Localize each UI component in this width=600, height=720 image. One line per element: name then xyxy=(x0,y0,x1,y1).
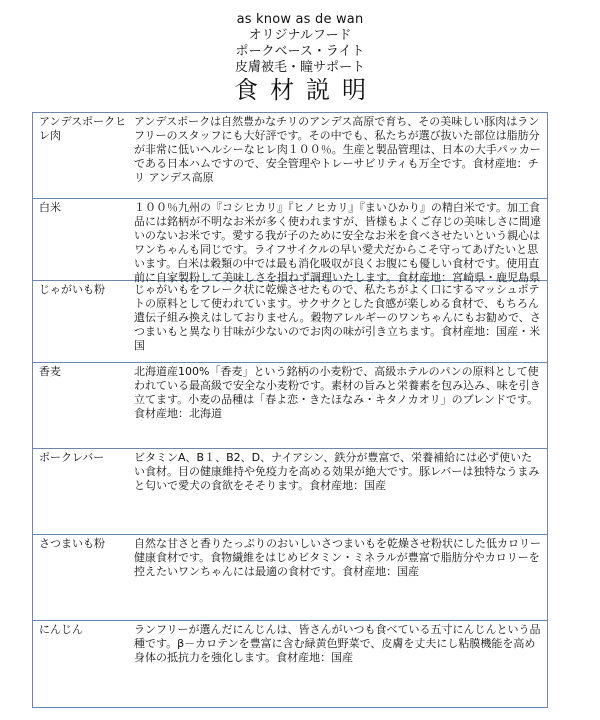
ingredient-row xyxy=(33,535,547,621)
ingredient-row xyxy=(33,199,547,284)
ingredient-row xyxy=(33,281,547,363)
ingredient-row xyxy=(33,621,547,707)
ingredient-description: 北海道産100%「香麦」という銘柄の小麦粉で、高級ホテルのパンの原料として使われている最高級で安全な小麦粉です。素材の旨みと栄養素を包み込み、味を引き立てます。小麦の品種は「春よ恋・きたほなみ・キタノカオリ」のブレンドです。食材産地：北海道 xyxy=(134,365,541,420)
ingredient-name: 香麦 xyxy=(39,365,61,378)
ingredient-name: ポークレバー xyxy=(39,451,105,464)
ingredient-name: アンデスポークヒレ肉 xyxy=(39,115,127,142)
ingredient-description: アンデスポークは自然豊かなチリのアンデス高原で育ち、その美味しい豚肉はランフリーのスタッフにも大好評です。その中でも、私たちが選び抜いた部位は脂肪分が非常に低いヘルシーなヒレ肉１００％。生産と製品管理は、日本の大手パッカーである日本ハムですので、安全管理やトレーサビリティも万全です。食材産地：チリ アンデス高原 xyxy=(134,115,541,184)
ingredient-description: ビタミンA、B１、B2、D、ナイアシン、鉄分が豊富で、栄養補給には必ず使いたい食材。目の健康維持や免疫力を高める効果が絶大です。豚レバーは独特なうまみと匂いで愛犬の食欲をそそります。食材産地：国産 xyxy=(134,451,540,492)
product-line-1: オリジナルフード xyxy=(248,28,352,43)
document-title: 食材説明 xyxy=(234,76,378,104)
ingredient-name: じゃがいも粉 xyxy=(39,283,105,296)
ingredient-row xyxy=(33,363,547,449)
ingredient-description: じゃがいもをフレーク状に乾燥させたもので、私たちがよく口にするマッシュポテトの原料として使われています。サクサクとした食感が楽しめる食材で、もちろん遺伝子組み換えはしておりません。穀物アレルギーのワンちゃんにもお勧めで、さつまいもと異なり甘味が少ないのでお肉の味が引き立ちます。食材産地：国産・米国 xyxy=(134,283,541,352)
product-line-2: ポークベース・ライト xyxy=(235,44,365,59)
ingredient-description: 自然な甘さと香りたっぷりのおいしいさつまいもを乾燥させ粉状にした低カロリー健康食材です。食物繊維をはじめビタミン・ミネラルが豊富で脂肪分やカロリーを控えたいワンちゃんには最適の食材です。食材産地：国産 xyxy=(134,537,541,578)
product-line-3: 皮膚被毛・瞳サポート xyxy=(234,60,365,75)
ingredients-table xyxy=(32,112,548,708)
ingredient-description: １００％九州の『コシヒカリ』『ヒノヒカリ』『まいひかり』の精白米です。加工食品には銘柄が不明なお米が多く使われますが、皆様もよくご存じの美味しさに間違いのないお米です。愛する我が子のために安全なお米を食べさせたいという親心はワンちゃんも同じです。ライフサイクルの早い愛犬だからこそ守ってあげたいと思います。白米は穀類の中では最も消化吸収が良くお腹にも優しい食材です。使用直前に自家製粉して美味しさを損ねず調理いたします。食材産地：宮崎県・鹿児島県 xyxy=(134,201,541,284)
ingredient-row xyxy=(33,113,547,199)
brand-name: as know as de wan xyxy=(236,12,364,27)
ingredient-name: にんじん xyxy=(39,623,83,636)
ingredient-name: さつまいも粉 xyxy=(39,537,105,550)
ingredient-row xyxy=(33,449,547,535)
ingredient-description: ランフリーが選んだにんじんは、皆さんがいつも食べている五寸にんじんという品種です。β－カロテンを豊富に含む緑黄色野菜で、皮膚を丈夫にし粘膜機能を高め身体の抵抗力を強化します。食材産地：国産 xyxy=(134,623,541,664)
ingredient-name: 白米 xyxy=(39,201,61,214)
